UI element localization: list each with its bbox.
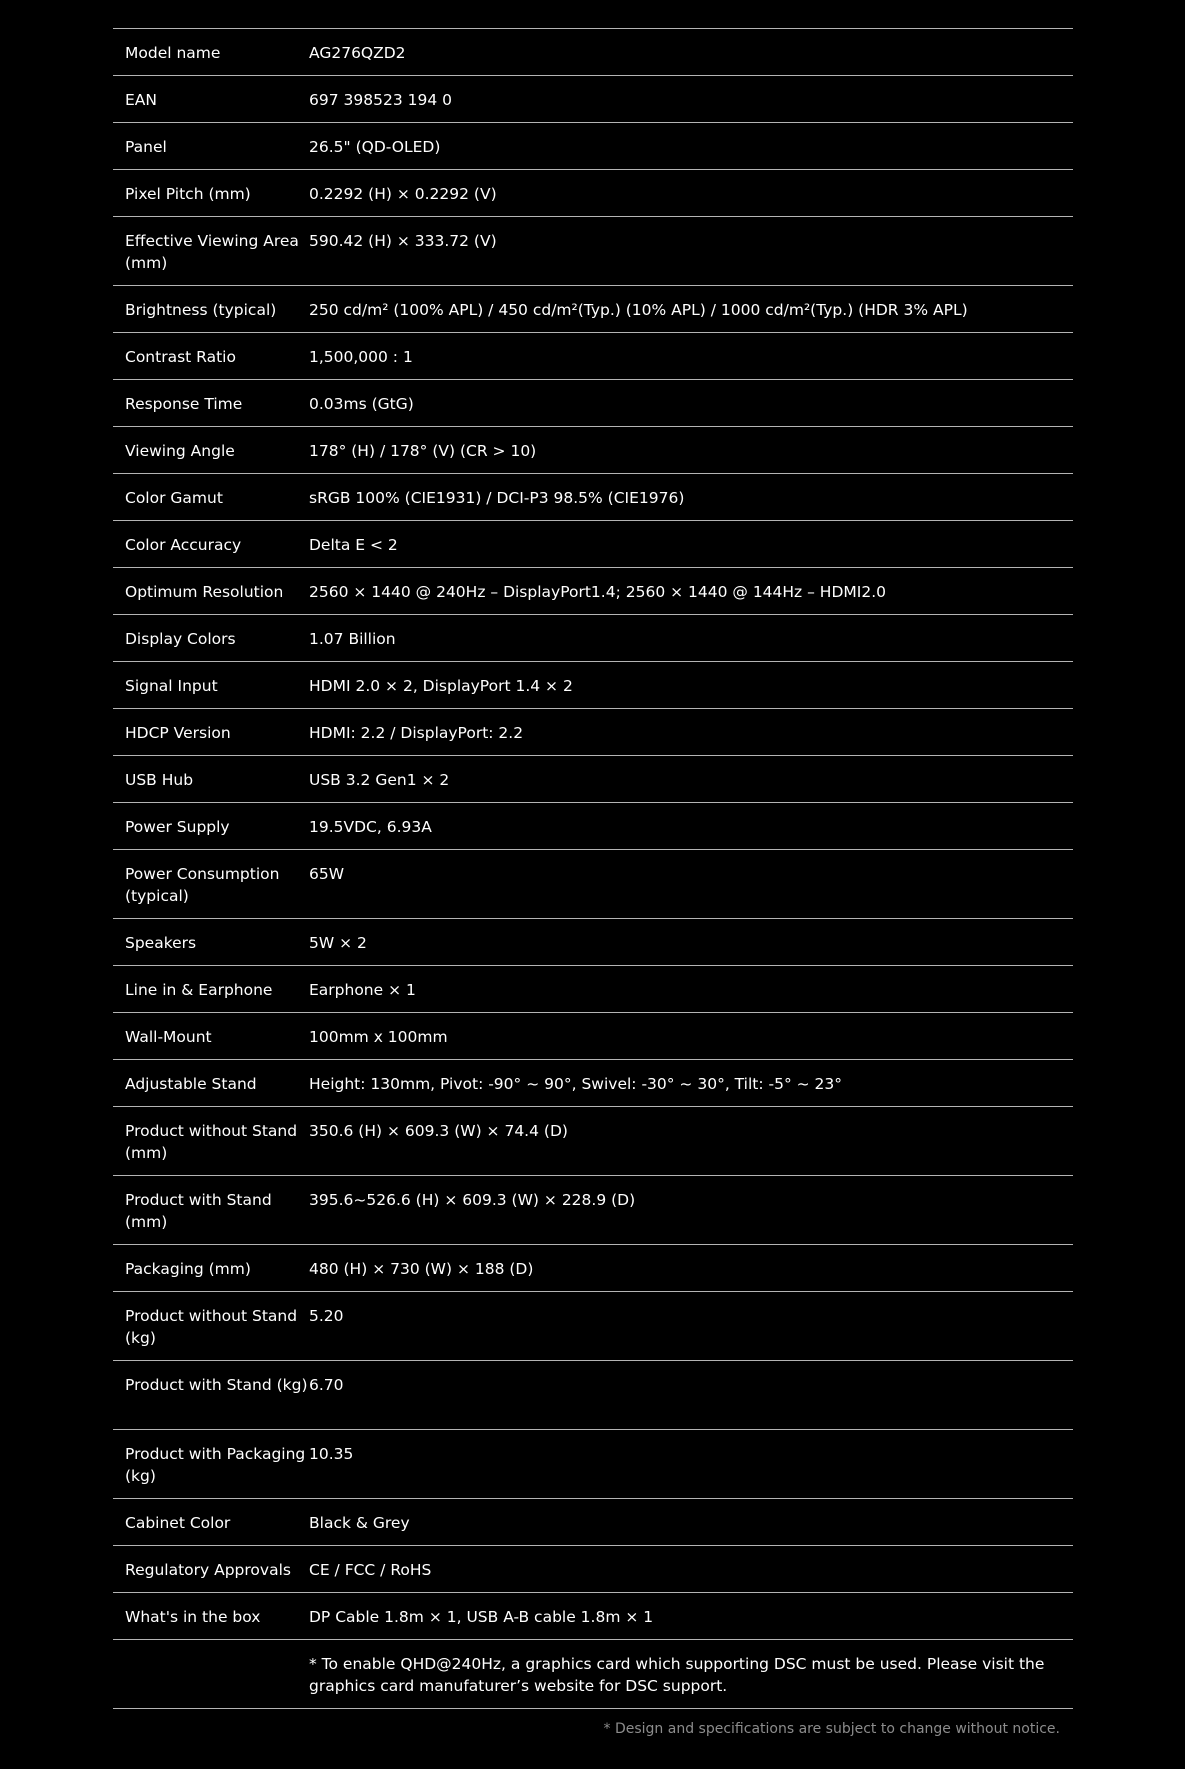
spec-value: Earphone × 1 <box>309 981 416 999</box>
spec-label: Display Colors <box>125 630 236 648</box>
spec-row <box>113 1060 1073 1107</box>
spec-value: 350.6 (H) × 609.3 (W) × 74.4 (D) <box>309 1122 568 1140</box>
spec-label: Cabinet Color <box>125 1514 231 1532</box>
spec-value: CE / FCC / RoHS <box>309 1561 432 1579</box>
spec-row <box>113 1640 1073 1709</box>
spec-label: Viewing Angle <box>125 442 235 460</box>
spec-value: 0.2292 (H) × 0.2292 (V) <box>309 185 497 203</box>
spec-label: Product with Packaging (kg) <box>125 1445 306 1485</box>
spec-row <box>113 662 1073 709</box>
spec-row <box>113 123 1073 170</box>
spec-value: 26.5" (QD-OLED) <box>309 138 441 156</box>
spec-row <box>113 919 1073 966</box>
spec-value: Height: 130mm, Pivot: -90° ~ 90°, Swivel: -30° ~ 30°, Tilt: -5° ~ 23° <box>309 1075 843 1093</box>
spec-row <box>113 474 1073 521</box>
spec-label: Product with Stand (mm) <box>125 1191 272 1231</box>
spec-label: Regulatory Approvals <box>125 1561 291 1579</box>
spec-value: HDMI: 2.2 / DisplayPort: 2.2 <box>309 724 524 742</box>
spec-row <box>113 1593 1073 1640</box>
spec-row <box>113 756 1073 803</box>
spec-value: 480 (H) × 730 (W) × 188 (D) <box>309 1260 534 1278</box>
spec-value: 178° (H) / 178° (V) (CR > 10) <box>309 442 537 460</box>
spec-label: Panel <box>125 138 167 156</box>
spec-label: Product without Stand (kg) <box>125 1307 298 1347</box>
spec-label: HDCP Version <box>125 724 231 742</box>
spec-row <box>113 286 1073 333</box>
spec-value: AG276QZD2 <box>309 44 406 62</box>
spec-value: 395.6~526.6 (H) × 609.3 (W) × 228.9 (D) <box>309 1191 636 1209</box>
spec-value: 65W <box>309 865 345 883</box>
spec-value: 2560 × 1440 @ 240Hz – DisplayPort1.4; 2560 × 1440 @ 144Hz – HDMI2.0 <box>309 583 886 601</box>
spec-value: USB 3.2 Gen1 × 2 <box>309 771 450 789</box>
spec-row <box>113 1430 1073 1499</box>
spec-label: Signal Input <box>125 677 218 695</box>
spec-row <box>113 521 1073 568</box>
spec-value: HDMI 2.0 × 2, DisplayPort 1.4 × 2 <box>309 677 573 695</box>
spec-row <box>113 850 1073 919</box>
spec-label: Optimum Resolution <box>125 583 284 601</box>
spec-value: Delta E < 2 <box>309 536 398 554</box>
spec-value: 6.70 <box>309 1376 344 1394</box>
spec-label: Contrast Ratio <box>125 348 236 366</box>
spec-table <box>113 28 1073 1709</box>
spec-value: sRGB 100% (CIE1931) / DCI-P3 98.5% (CIE1976) <box>309 489 685 507</box>
spec-label: Color Accuracy <box>125 536 242 554</box>
spec-row <box>113 1361 1073 1430</box>
spec-label: Color Gamut <box>125 489 223 507</box>
spec-row <box>113 1546 1073 1593</box>
spec-value: 1.07 Billion <box>309 630 396 648</box>
spec-row <box>113 427 1073 474</box>
spec-row <box>113 380 1073 427</box>
spec-row <box>113 170 1073 217</box>
spec-value: 1,500,000 : 1 <box>309 348 413 366</box>
spec-label: Pixel Pitch (mm) <box>125 185 251 203</box>
spec-label: Response Time <box>125 395 243 413</box>
spec-value: 590.42 (H) × 333.72 (V) <box>309 232 497 250</box>
spec-value: 697 398523 194 0 <box>309 91 452 109</box>
disclaimer-note: * Design and specifications are subject to change without notice. <box>603 1721 1060 1737</box>
spec-value: 10.35 <box>309 1445 354 1463</box>
spec-label: Line in & Earphone <box>125 981 273 999</box>
spec-value: * To enable QHD@240Hz, a graphics card which supporting DSC must be used. Please visit the graphics card manufaturer’s website for DSC support. <box>309 1655 1045 1695</box>
spec-value: 5.20 <box>309 1307 344 1325</box>
spec-row <box>113 29 1073 76</box>
spec-row <box>113 1107 1073 1176</box>
spec-label: Power Consumption (typical) <box>125 865 280 905</box>
spec-value: 0.03ms (GtG) <box>309 395 414 413</box>
spec-label: Packaging (mm) <box>125 1260 251 1278</box>
spec-value: 100mm x 100mm <box>309 1028 448 1046</box>
spec-value: 5W × 2 <box>309 934 367 952</box>
spec-label: USB Hub <box>125 771 194 789</box>
spec-value: 250 cd/m² (100% APL) / 450 cd/m²(Typ.) (10% APL) / 1000 cd/m²(Typ.) (HDR 3% APL) <box>309 301 968 319</box>
spec-label: Brightness (typical) <box>125 301 277 319</box>
spec-label: Speakers <box>125 934 197 952</box>
spec-row <box>113 1245 1073 1292</box>
spec-label: Power Supply <box>125 818 230 836</box>
spec-row <box>113 1499 1073 1546</box>
spec-row <box>113 1013 1073 1060</box>
spec-label: What's in the box <box>125 1608 261 1626</box>
spec-row <box>113 217 1073 286</box>
spec-row <box>113 333 1073 380</box>
spec-row <box>113 803 1073 850</box>
spec-row <box>113 615 1073 662</box>
spec-row <box>113 1176 1073 1245</box>
spec-row <box>113 76 1073 123</box>
spec-row <box>113 568 1073 615</box>
spec-label: Wall-Mount <box>125 1028 212 1046</box>
spec-label: EAN <box>125 91 157 109</box>
spec-value: Black & Grey <box>309 1514 410 1532</box>
spec-value: 19.5VDC, 6.93A <box>309 818 432 836</box>
spec-row <box>113 1292 1073 1361</box>
spec-label <box>113 1640 309 1708</box>
spec-label: Product with Stand (kg) <box>125 1376 308 1394</box>
spec-label: Effective Viewing Area (mm) <box>125 232 299 272</box>
spec-label: Product without Stand (mm) <box>125 1122 298 1162</box>
spec-label: Adjustable Stand <box>125 1075 257 1093</box>
spec-label: Model name <box>125 44 221 62</box>
spec-value: DP Cable 1.8m × 1, USB A-B cable 1.8m × 1 <box>309 1608 654 1626</box>
spec-row <box>113 966 1073 1013</box>
spec-row <box>113 709 1073 756</box>
